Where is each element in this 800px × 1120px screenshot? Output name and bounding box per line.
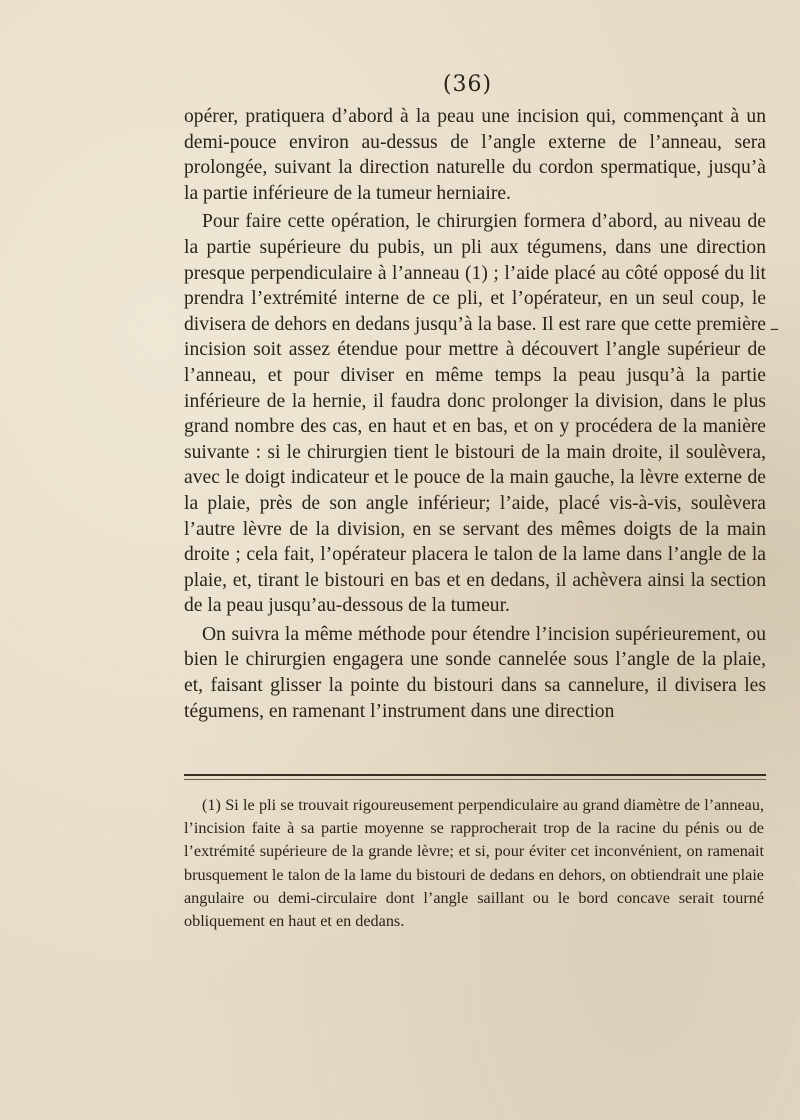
footnote [184,794,764,933]
paragraph: On suivra la même méthode pour étendre l’incision supérieurement, ou bien le chirurgien engagera une sonde cannelée sous l’angle de la plaie, et, faisant glisser la pointe du bistouri dans sa cannelure, il divisera les tégumens, en ramenant l’instrument dans une direction [184,623,766,722]
page-number: (36) [442,72,493,97]
main-text [184,104,766,724]
footnote-text: (1) Si le pli se trouvait rigoureusement perpendiculaire au grand diamètre de l’anneau, l’incision faite à sa partie moyenne se rapprocherait trop de la racine du pénis ou de l’extrémité supérieure de la grande lèvre; et si, pour éviter cet inconvénient, on ramenait brusquement le talon de la lame du bistouri de dedans en dehors, on obtiendrait une plaie angulaire ou demi-circulaire dont l’angle saillant ou le bord concave serait tourné obliquement en haut et en dedans. [184,796,764,931]
paragraph: Pour faire cette opération, le chirurgien formera d’abord, au niveau de la partie supérieure du pubis, un pli aux tégumens, dans une direction presque perpendiculaire à l’anneau (1) ; l’aide placé au côté opposé du lit prendra l’extrémité interne de ce pli, et l’opérateur, en un seul coup, le divisera de dehors en dedans jusqu’à la base. Il est rare que cette première incision soit assez étendue pour mettre à découvert l’angle supérieur de l’anneau, et pour diviser en même temps la peau jusqu’à la partie inférieure de la hernie, il faudra donc prolonger la division, dans le plus grand nombre des cas, en haut et en bas, et on y procédera de la manière suivante : si le chirurgien tient le bistouri de la main droite, il soulèvera, avec le doigt indicateur et le pouce de la main gauche, la lèvre externe de la plaie, près de son angle inférieur; l’aide, placé vis-à-vis, soulèvera l’autre lèvre de la division, en se servant des mêmes doigts de la main droite ; cela fait, l’opérateur placera le talon de la lame dans l’angle de la plaie, et, tirant le bistouri en bas et en dedans, il achèvera ainsi la section de la peau jusqu’au-dessous de la tumeur. [184,211,766,617]
margin-mark: – [770,318,779,339]
paragraph-continuation: opérer, pratiquera d’abord à la peau une incision qui, commençant à un demi-pouce environ au-dessus de l’angle externe de l’anneau, sera prolongée, suivant la direction naturelle du cordon spermatique, jusqu’à la partie inférieure de la tumeur herniaire. [184,106,766,204]
footnote-separator-rule-thin [184,779,766,780]
footnote-separator-rule [184,774,766,776]
